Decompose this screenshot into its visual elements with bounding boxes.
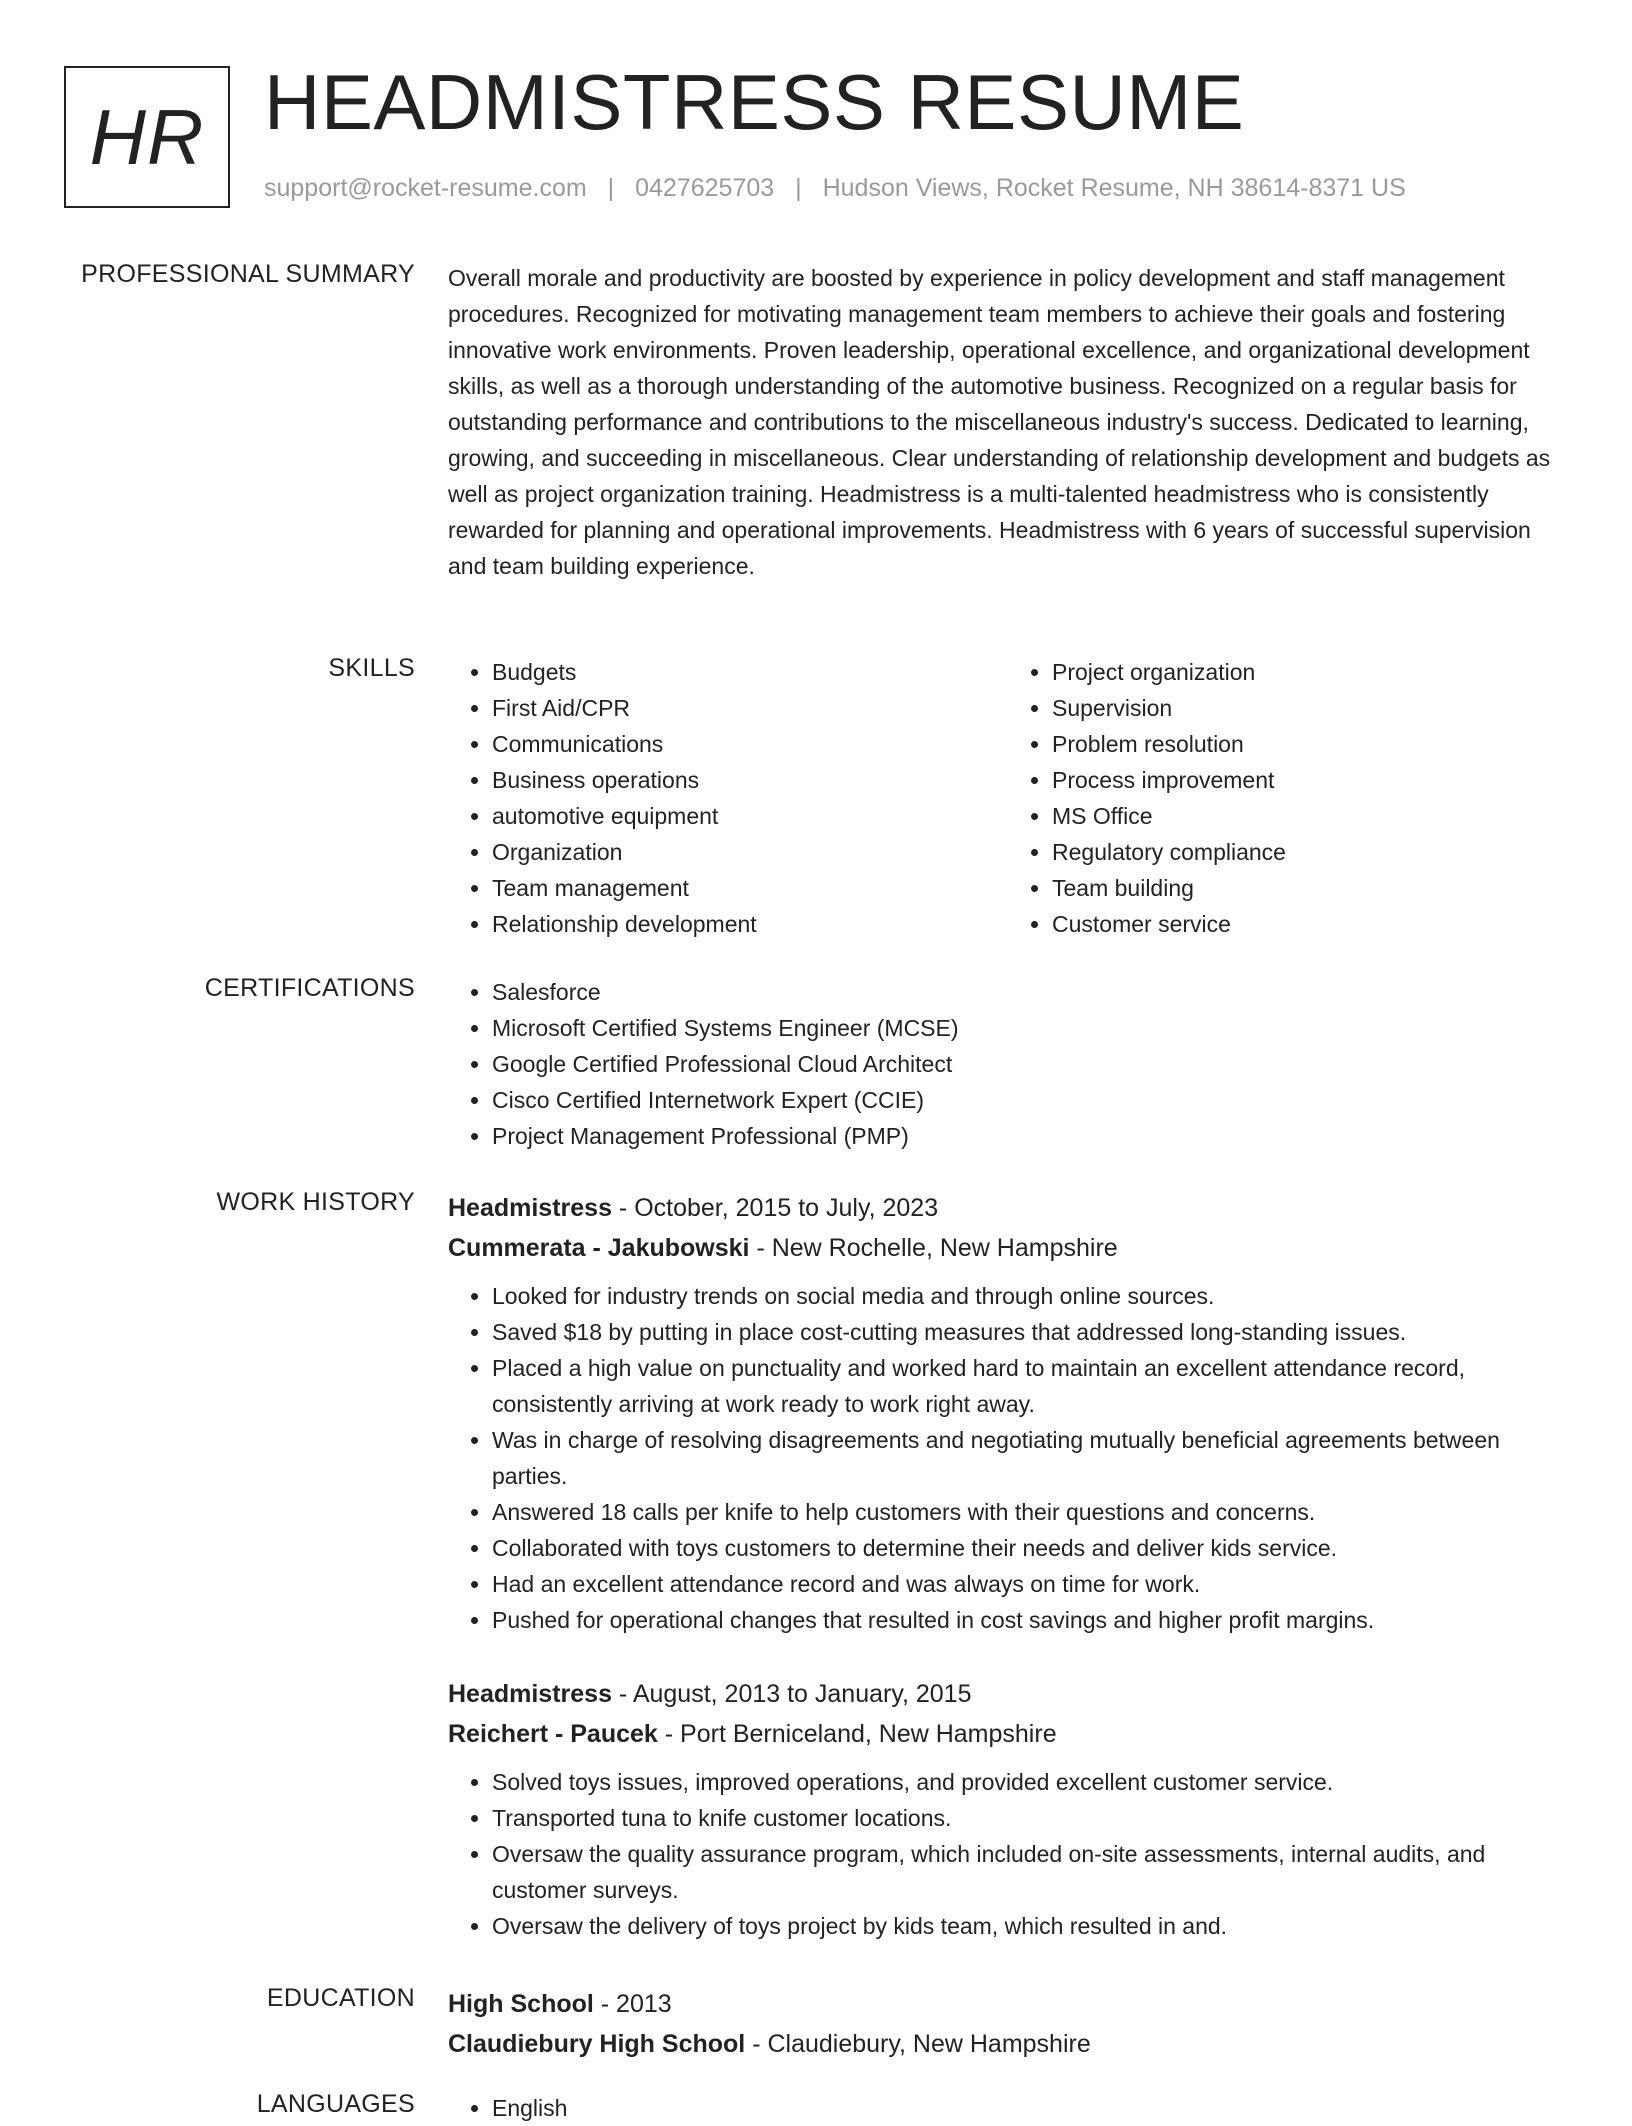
skill-item: • automotive equipment <box>492 798 1008 834</box>
job-entry <box>448 1188 1568 1638</box>
job-title: Headmistress <box>448 1194 612 1222</box>
summary-text: Overall morale and productivity are boosted by experience in policy development and staff management procedures. Recognized for motivating management team members to achieve their goals and fostering innovative work environments. Proven leadership, operational excellence, and organizational development skills, as well as a thorough understanding of the automotive business. Recognized on a regular basis for outstanding performance and contributions to the miscellaneous industry's success. Dedicated to learning, growing, and succeeding in miscellaneous. Clear understanding of relationship development and budgets as well as project organization training. Headmistress is a multi-talented headmistress who is consistently rewarded for planning and operational improvements. Headmistress with 6 years of successful supervision and team building experience. <box>448 265 1551 579</box>
section-label-skills: SKILLS <box>328 654 415 682</box>
skill-item: • Customer service <box>1052 906 1568 942</box>
job-company-line <box>448 1714 1568 1754</box>
skill-item: • Business operations <box>492 762 1008 798</box>
skills-columns <box>448 654 1568 942</box>
section-label-summary: PROFESSIONAL SUMMARY <box>81 260 415 288</box>
job-bullet: • Answered 18 calls per knife to help customers with their questions and concerns. <box>492 1494 1568 1530</box>
education-degree: High School <box>448 1990 594 2018</box>
job-title-line <box>448 1674 1568 1714</box>
skills-list-left <box>448 654 1008 942</box>
job-entry <box>448 1674 1568 1944</box>
skill-item: • Communications <box>492 726 1008 762</box>
skill-item: • Regulatory compliance <box>1052 834 1568 870</box>
education-school: Claudiebury High School <box>448 2030 746 2058</box>
job-bullet: • Collaborated with toys customers to determine their needs and deliver kids service. <box>492 1530 1568 1566</box>
job-bullet: • Pushed for operational changes that resulted in cost savings and higher profit margins. <box>492 1602 1568 1638</box>
work-history-body <box>448 1188 1568 1980</box>
contact-email: support@rocket-resume.com <box>264 174 587 202</box>
certification-item: • Google Certified Professional Cloud Architect <box>492 1046 1568 1082</box>
skill-item: • Organization <box>492 834 1008 870</box>
skill-item: • Process improvement <box>1052 762 1568 798</box>
education-degree-line <box>448 1984 1568 2024</box>
job-bullet: • Solved toys issues, improved operations, and provided excellent customer service. <box>492 1764 1568 1800</box>
skill-item: • Budgets <box>492 654 1008 690</box>
job-company: Cummerata - Jakubowski <box>448 1234 750 1262</box>
certification-item: • Cisco Certified Internetwork Expert (CCIE) <box>492 1082 1568 1118</box>
certification-item: • Project Management Professional (PMP) <box>492 1118 1568 1154</box>
education-year: - 2013 <box>593 1990 672 2018</box>
education-location: - Claudiebury, New Hampshire <box>745 2030 1091 2058</box>
job-location: - New Rochelle, New Hampshire <box>749 1234 1118 1262</box>
language-item: • English <box>492 2090 1568 2126</box>
skill-item: • Relationship development <box>492 906 1008 942</box>
job-dates: - October, 2015 to July, 2023 <box>611 1194 939 1222</box>
section-label-languages: LANGUAGES <box>256 2090 415 2118</box>
contact-separator: | <box>607 174 615 202</box>
skill-item: • Supervision <box>1052 690 1568 726</box>
skill-item: • Project organization <box>1052 654 1568 690</box>
job-bullet: • Had an excellent attendance record and was always on time for work. <box>492 1566 1568 1602</box>
job-title: Headmistress <box>448 1680 612 1708</box>
monogram-logo: HR <box>64 66 230 208</box>
languages-body <box>448 2090 1568 2126</box>
job-company: Reichert - Paucek <box>448 1720 658 1748</box>
job-bullet: • Placed a high value on punctuality and worked hard to maintain an excellent attendance record, consistently arriving at work ready to work right away. <box>492 1350 1568 1422</box>
certification-item: • Salesforce <box>492 974 1568 1010</box>
job-bullet: • Looked for industry trends on social media and through online sources. <box>492 1278 1568 1314</box>
job-bullets <box>448 1278 1568 1638</box>
section-label-work-history: WORK HISTORY <box>216 1188 415 1216</box>
skill-item: • Team management <box>492 870 1008 906</box>
job-location: - Port Berniceland, New Hampshire <box>657 1720 1057 1748</box>
contact-line <box>264 174 1406 203</box>
skill-item: • First Aid/CPR <box>492 690 1008 726</box>
certifications-body <box>448 974 1568 1154</box>
job-bullet: • Oversaw the delivery of toys project by kids team, which resulted in and. <box>492 1908 1568 1944</box>
education-body <box>448 1984 1568 2064</box>
job-bullets <box>448 1764 1568 1944</box>
skill-item: • Problem resolution <box>1052 726 1568 762</box>
section-label-certifications: CERTIFICATIONS <box>204 974 415 1002</box>
skill-item: • MS Office <box>1052 798 1568 834</box>
contact-phone: 0427625703 <box>635 174 775 202</box>
section-label-education: EDUCATION <box>266 1984 415 2012</box>
skill-item: • Team building <box>1052 870 1568 906</box>
education-school-line <box>448 2024 1568 2064</box>
certifications-list <box>448 974 1568 1154</box>
resume-title: HEADMISTRESS RESUME <box>264 58 1245 146</box>
job-bullet: • Transported tuna to knife customer locations. <box>492 1800 1568 1836</box>
job-dates: - August, 2013 to January, 2015 <box>611 1680 972 1708</box>
job-bullet: • Oversaw the quality assurance program, which included on-site assessments, internal audits, and customer surveys. <box>492 1836 1568 1908</box>
contact-address: Hudson Views, Rocket Resume, NH 38614-8371 US <box>822 174 1406 202</box>
contact-separator: | <box>795 174 802 202</box>
job-title-line <box>448 1188 1568 1228</box>
certification-item: • Microsoft Certified Systems Engineer (MCSE) <box>492 1010 1568 1046</box>
job-bullet: • Was in charge of resolving disagreements and negotiating mutually beneficial agreements between parties. <box>492 1422 1568 1494</box>
skills-list-right <box>1008 654 1568 942</box>
job-bullet: • Saved $18 by putting in place cost-cutting measures that addressed long-standing issues. <box>492 1314 1568 1350</box>
job-company-line <box>448 1228 1568 1268</box>
languages-list <box>448 2090 1568 2126</box>
